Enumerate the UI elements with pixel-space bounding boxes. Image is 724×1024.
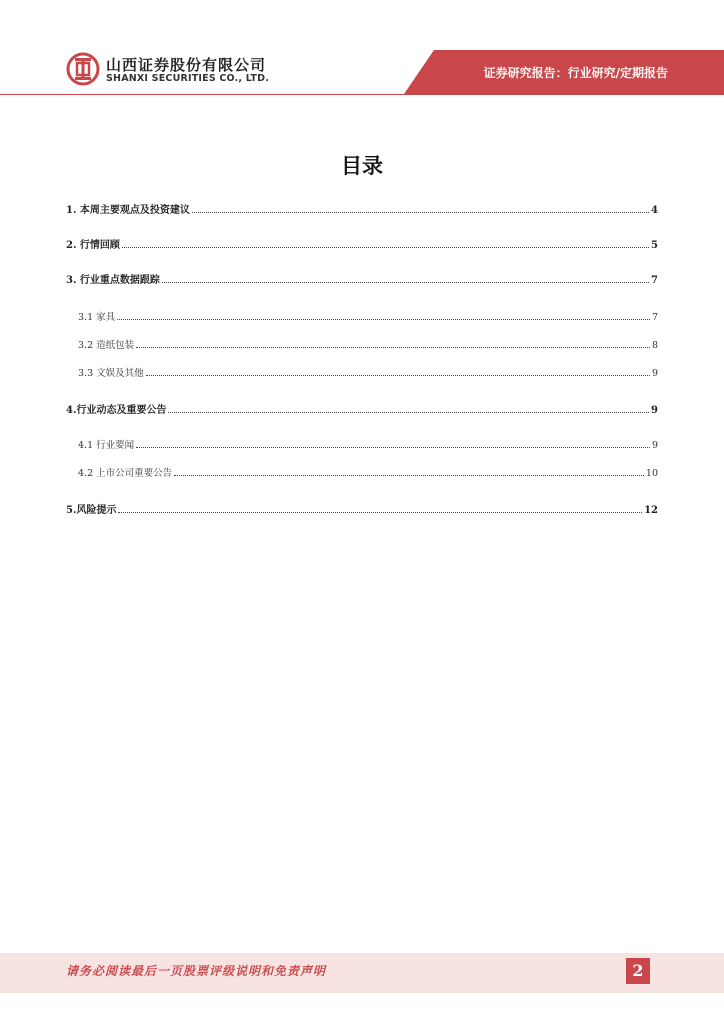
toc-entry-3-2[interactable]: [78, 335, 658, 351]
toc-leader-dots: [136, 447, 650, 448]
toc-leader-dots: [117, 319, 650, 320]
toc-entry-page: 9: [651, 440, 658, 451]
toc-entry-text: 3.2 造纸包装: [78, 340, 135, 351]
report-type-label: 证券研究报告：行业研究/定期报告: [483, 66, 668, 80]
toc-entry-page: 7: [651, 312, 658, 323]
toc-entry-page: 10: [645, 468, 658, 479]
toc-entry-1[interactable]: [66, 200, 658, 216]
footer-disclaimer: 请务必阅读最后一页股票评级说明和免责声明: [66, 964, 327, 978]
toc-title: 目录: [341, 154, 383, 178]
header-divider: [0, 94, 724, 95]
toc-leader-dots: [118, 512, 642, 513]
toc-leader-dots: [174, 475, 644, 476]
toc-entry-page: 9: [651, 405, 658, 416]
toc-leader-dots: [192, 212, 649, 213]
toc-leader-dots: [122, 247, 649, 248]
company-name-cn: 山西证券股份有限公司: [106, 56, 267, 74]
page-header: [0, 0, 724, 96]
toc-entry-text: 5.风险提示: [66, 505, 117, 516]
toc-entry-page: 12: [644, 505, 658, 516]
toc-leader-dots: [146, 375, 650, 376]
toc-entry-4-1[interactable]: [78, 435, 658, 451]
toc-leader-dots: [136, 347, 650, 348]
toc-entry-text: 4.行业动态及重要公告: [66, 405, 167, 416]
toc-entry-text: 1. 本周主要观点及投资建议: [66, 205, 190, 216]
company-logo-icon: [66, 52, 100, 86]
toc-entry-3[interactable]: [66, 270, 658, 286]
toc-entry-4[interactable]: [66, 400, 658, 416]
toc-entry-page: 4: [651, 205, 658, 216]
toc-leader-dots: [162, 282, 649, 283]
toc-entry-page: 8: [651, 340, 658, 351]
toc-entry-3-1[interactable]: [78, 307, 658, 323]
toc-entry-text: 2. 行情回顾: [66, 240, 120, 251]
toc-entry-4-2[interactable]: [78, 463, 658, 479]
toc-entry-5[interactable]: [66, 500, 658, 516]
page-number: 2: [626, 958, 650, 984]
toc-entry-text: 3.3 文娱及其他: [78, 368, 144, 379]
toc-entry-text: 4.2 上市公司重要公告: [78, 468, 173, 479]
toc-entry-page: 5: [651, 240, 658, 251]
toc-entry-text: 3. 行业重点数据跟踪: [66, 275, 160, 286]
toc-entry-text: 3.1 家具: [78, 312, 116, 323]
toc-entry-page: 9: [651, 368, 658, 379]
toc-entry-page: 7: [651, 275, 658, 286]
toc-leader-dots: [168, 412, 649, 413]
toc-entry-3-3[interactable]: [78, 363, 658, 379]
toc-entry-text: 4.1 行业要闻: [78, 440, 135, 451]
company-name-en: SHANXI SECURITIES CO., LTD.: [106, 73, 270, 84]
toc-entry-2[interactable]: [66, 235, 658, 251]
